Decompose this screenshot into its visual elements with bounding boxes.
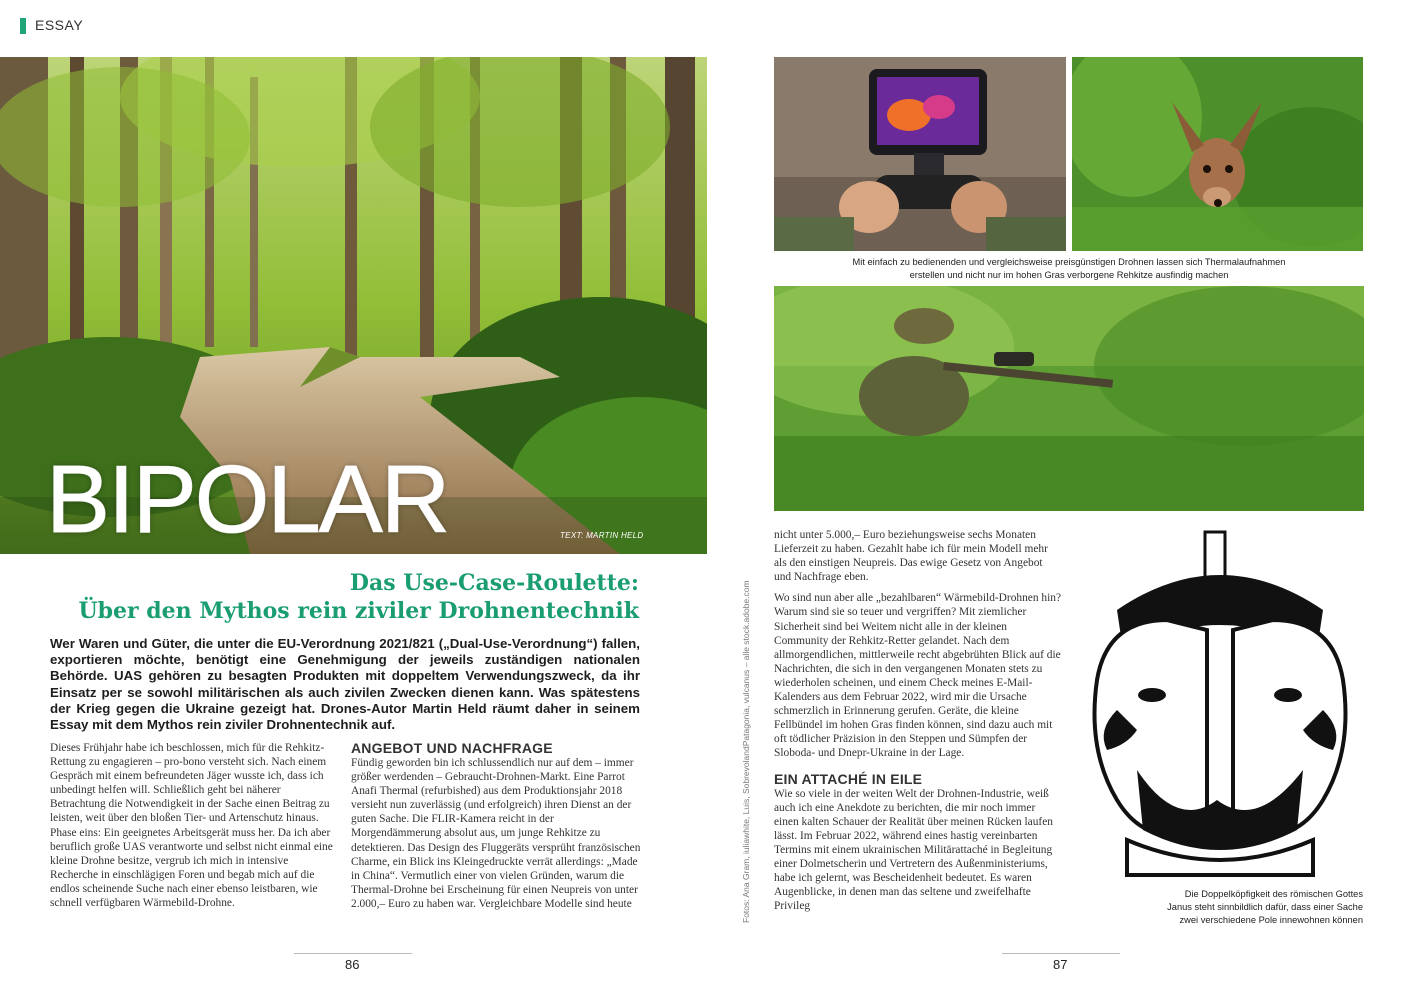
byline: TEXT: MARTIN HELD xyxy=(560,531,644,540)
subheading-attache: EIN ATTACHÉ IN EILE xyxy=(774,770,923,787)
body-column-1 xyxy=(50,741,335,917)
body-paragraph: nicht unter 5.000,– Euro beziehungsweise sechs Monaten Lieferzeit zu haben. Gezahlt habe ich für mein Modell mehr als den einstigen Neupreis. Das ewige Gesetz von Angebot und Nachfrage eben. xyxy=(774,529,1048,584)
section-marker xyxy=(20,18,26,34)
caption-line: erstellen und nicht nur im hohen Gras verborgene Rehkitze ausfindig machen xyxy=(909,270,1229,280)
body-paragraph: Wo sind nun aber alle „bezahlbaren“ Wärmebild-Drohnen hin? Warum sind sie so teuer und vergriffen? Mit ziemlicher Sicherheit sind bei Weitem nicht alle in der kleinen Community der Rehkitz-Retter gelandet. Nach dem allmorgendlichen, mittlerweile recht abgebrühten Blick auf die Nachrichten, die sich in den vergangenen Monaten stets zu wiederholen scheinen, und einem Check meines E-Mail-Kalenders aus dem Februar 2022, wird mir die Ursache schmerzlich in Erinnerung gerufen. Geräte, die kleine Fellbündel im hohen Gras finden können, sind dazu auch mit oft tödlicher Präzision in den Steppen und Sümpfen der Sloboda- und Dnepr-Ukraine in der Lage. xyxy=(774,592,1062,760)
photo-credits: Fotos: Ana Gram, iuliawhite, Luis, SobrevolandPatagonia, vulcanus – alle stock.adobe.com xyxy=(741,580,751,923)
body-paragraph: Fündig geworden bin ich schlussendlich nur auf dem – immer größer werdenden – Gebraucht-Drohnen-Markt. Eine Parrot Anafi Thermal (refurbished) aus dem Produktionsjahr 2018 versieht nun zuverlässig (und erfolgreich) ihren Dienst an der guten Sache. Die FLIR-Kamera reicht in der Morgendämmerung absolut aus, um junge Rehkitze zu detektieren. Das Design des Fluggeräts versprüht französischen Charme, ein Blick ins Kleingedruckte verrät allerdings: „Made in China“. Vermutlich einer von vielen Gründen, warum die Thermal-Drohne bei Erscheinung für einen Neupreis von unter 2.000,– Euro zu haben war. Vergleichbare Modelle sind heute xyxy=(351,757,641,910)
janus-illustration xyxy=(1077,530,1363,885)
body-column-2 xyxy=(351,740,641,918)
caption-janus xyxy=(1120,888,1363,927)
page-number-left: 86 xyxy=(345,957,360,972)
photo-fawn-in-grass xyxy=(1072,57,1363,251)
caption-line: zwei verschiedene Pole innewohnen können xyxy=(1179,915,1363,925)
caption-line: Die Doppelköpfigkeit des römischen Gottes xyxy=(1184,889,1363,899)
body-column-3 xyxy=(774,528,1062,920)
lead-paragraph: Wer Waren und Güter, die unter die EU-Verordnung 2021/821 („Dual-Use-Verordnung“) fallen, exportieren möchte, benötigt eine Genehmigung der jeweils zuständigen nationalen Behörde. UAS gehören zu besagten Produkten mit doppeltem Verwendungszweck, da ihr Einsatz per se sowohl militärischen als auch zivilen Zwecken dienen kann. Was spätestens der Krieg gegen die Ukraine gezeigt hat. Drones-Autor Martin Held räumt daher in seinem Essay mit dem Mythos rein ziviler Drohnentechnik auf. xyxy=(50,636,640,733)
article-headline: BIPOLAR xyxy=(46,446,449,553)
body-paragraph: Wie so viele in der weiten Welt der Drohnen-Industrie, weiß auch ich eine Anekdote zu berichten, die mir noch immer einen kalten Schauer der Realität über meinen Rücken laufen lässt. Im Februar 2022, während eines hastig vereinbarten Termins mit einem ukrainischen Militärattaché in Begleitung einer Dolmetscherin und Vertretern des Außenministeriums, habe ich gelernt, was Bescheidenheit bedeutet. Es waren Augenblicke, in denen man das seltene und zweifelhafte Privileg xyxy=(774,787,1053,913)
article-subtitle xyxy=(78,569,639,625)
footer-rule xyxy=(294,953,412,954)
section-label: ESSAY xyxy=(35,17,84,33)
page-number-right: 87 xyxy=(1053,957,1068,972)
photo-thermal-controller xyxy=(774,57,1066,251)
caption-line: Janus steht sinnbildlich dafür, dass einer Sache xyxy=(1167,902,1363,912)
body-paragraph: Dieses Frühjahr habe ich beschlossen, mich für die Rehkitz-Rettung zu engagieren – pro-bono versteht sich. Nach einem Gespräch mit einem befreundeten Jäger wusste ich, dass ich unbedingt helfen will. Schließlich geht bei näherer Betrachtung die Notwendigkeit in der Sache einen Beitrag zu leisten, weit über den bloßen Tier- und Artenschutz hinaus. Phase eins: Ein geeignetes Arbeitsgerät muss her. Da ich aber beruflich große UAS verantworte und selbst nicht einmal eine kleine Drohne besitze, vergrub ich mich in intensive Recherche in einschlägigen Foren und begab mich auf die endlos scheinende Suche nach einer ebenso leistbaren, wie schnell verfügbaren Wärmebild-Drohne. xyxy=(50,742,333,910)
subtitle-line-1: Das Use-Case-Roulette: xyxy=(349,570,639,596)
caption-thermal xyxy=(774,256,1364,282)
photo-soldier-in-grass xyxy=(774,286,1364,511)
caption-line: Mit einfach zu bedienenden und vergleichsweise preisgünstigen Drohnen lassen sich Thermalaufnahmen xyxy=(852,257,1286,267)
subheading-angebot: ANGEBOT UND NACHFRAGE xyxy=(351,740,553,756)
footer-rule xyxy=(1002,953,1120,954)
subtitle-line-2: Über den Mythos rein ziviler Drohnentechnik xyxy=(78,598,639,624)
